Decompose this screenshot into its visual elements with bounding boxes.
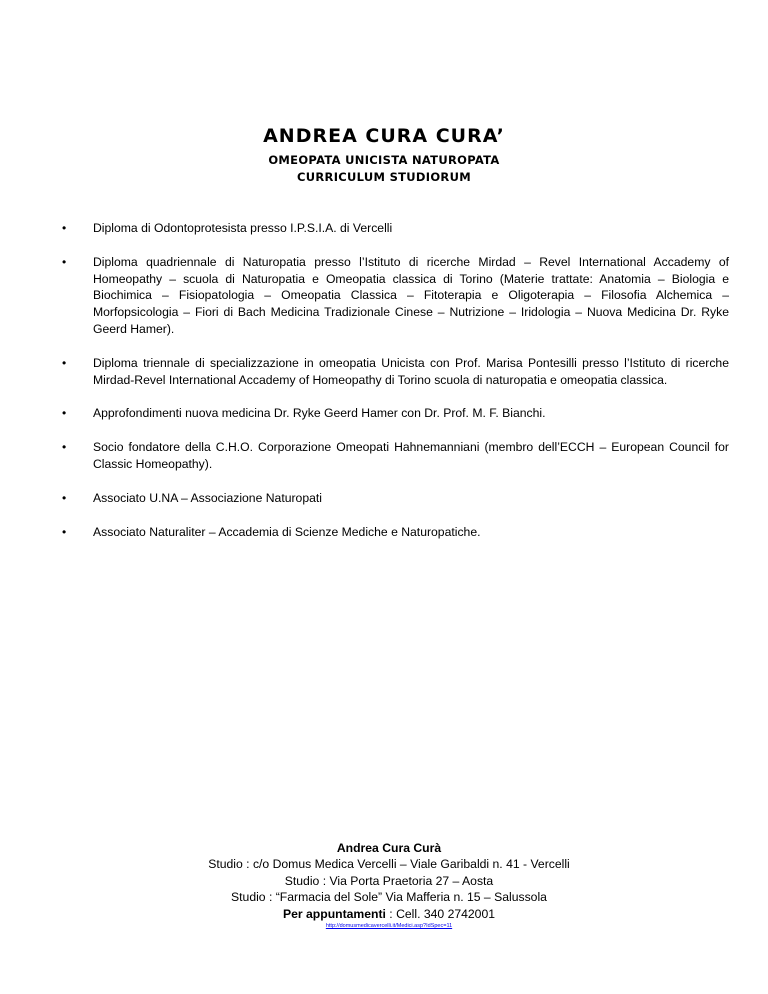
document-header: [0, 124, 768, 186]
appointments-phone: : Cell. 340 2742001: [385, 906, 496, 921]
list-item-text: Diploma triennale di specializzazione in omeopatia Unicista con Prof. Marisa Pontesilli presso l’Istituto di ricerche Mirdad-Revel International Accademy of Homeopathy di Torino scuola di naturopatia e omeopatia classica.: [93, 355, 729, 387]
footer-appointments: [0, 906, 768, 922]
list-item: [62, 490, 729, 507]
bullet-icon: •: [62, 254, 67, 269]
list-item: [62, 254, 729, 338]
list-item: [62, 405, 729, 422]
page-subtitle: OMEOPATA UNICISTA NATUROPATA: [268, 153, 500, 167]
footer-studio-aosta: Studio : Via Porta Praetoria 27 – Aosta: [284, 873, 494, 888]
list-item-text: Associato Naturaliter – Accademia di Scienze Mediche e Naturopatiche.: [93, 524, 481, 539]
bullet-icon: •: [62, 221, 67, 235]
list-item-text: Diploma di Odontoprotesista presso I.P.S.I.A. di Vercelli: [93, 221, 393, 235]
list-item-text: Associato U.NA – Associazione Naturopati: [93, 490, 322, 505]
list-item: [62, 220, 729, 237]
bullet-icon: •: [62, 406, 67, 421]
appointments-label: Per appuntamenti: [282, 906, 386, 921]
list-item-text: Diploma quadriennale di Naturopatia presso l’Istituto di ricerche Mirdad – Revel International Accademy of Homeopathy – scuola di Naturopatia e Omeopatia classica di Torino (Materie trattate: Anatomia – Biologia e Biochimica – Fisiopatologia – Omeopatia Classica – Fitoterapia e Oligoterapia – Filosofia Alchemica – Morfopsicologia – Fiori di Bach Medicina Tradizionale Cinese – Nutrizione – Iridologia – Nuova Medicina Dr. Ryke Geerd Hamer).: [93, 254, 729, 336]
list-item-text: Approfondimenti nuova medicina Dr. Ryke Geerd Hamer con Dr. Prof. M. F. Bianchi.: [93, 406, 546, 421]
footer-name: Andrea Cura Curà: [336, 841, 442, 855]
page-subtitle-secondary: CURRICULUM STUDIORUM: [297, 170, 471, 184]
page-title: ANDREA CURA CURA’: [263, 125, 505, 147]
list-item: [62, 524, 729, 541]
bullet-icon: •: [62, 490, 67, 505]
list-item: [62, 439, 729, 473]
bullet-icon: •: [62, 524, 67, 539]
list-item: [62, 355, 729, 389]
list-item-text: Socio fondatore della C.H.O. Corporazione Omeopati Hahnemanniani (membro dell’ECCH – European Council for Classic Homeopathy).: [93, 440, 729, 471]
footer-studio-vercelli: Studio : c/o Domus Medica Vercelli – Viale Garibaldi n. 41 - Vercelli: [208, 857, 570, 872]
bullet-icon: •: [62, 355, 67, 370]
footer-studio-salussola: Studio : “Farmacia del Sole” Via Mafferia n. 15 – Salussola: [231, 890, 547, 905]
contact-footer: [0, 840, 768, 931]
bullet-icon: •: [62, 440, 67, 455]
footer-link[interactable]: http://domusmedicavercelli.it/Medici.asp?IdSpec=11: [325, 923, 453, 930]
curriculum-list: [62, 220, 729, 557]
